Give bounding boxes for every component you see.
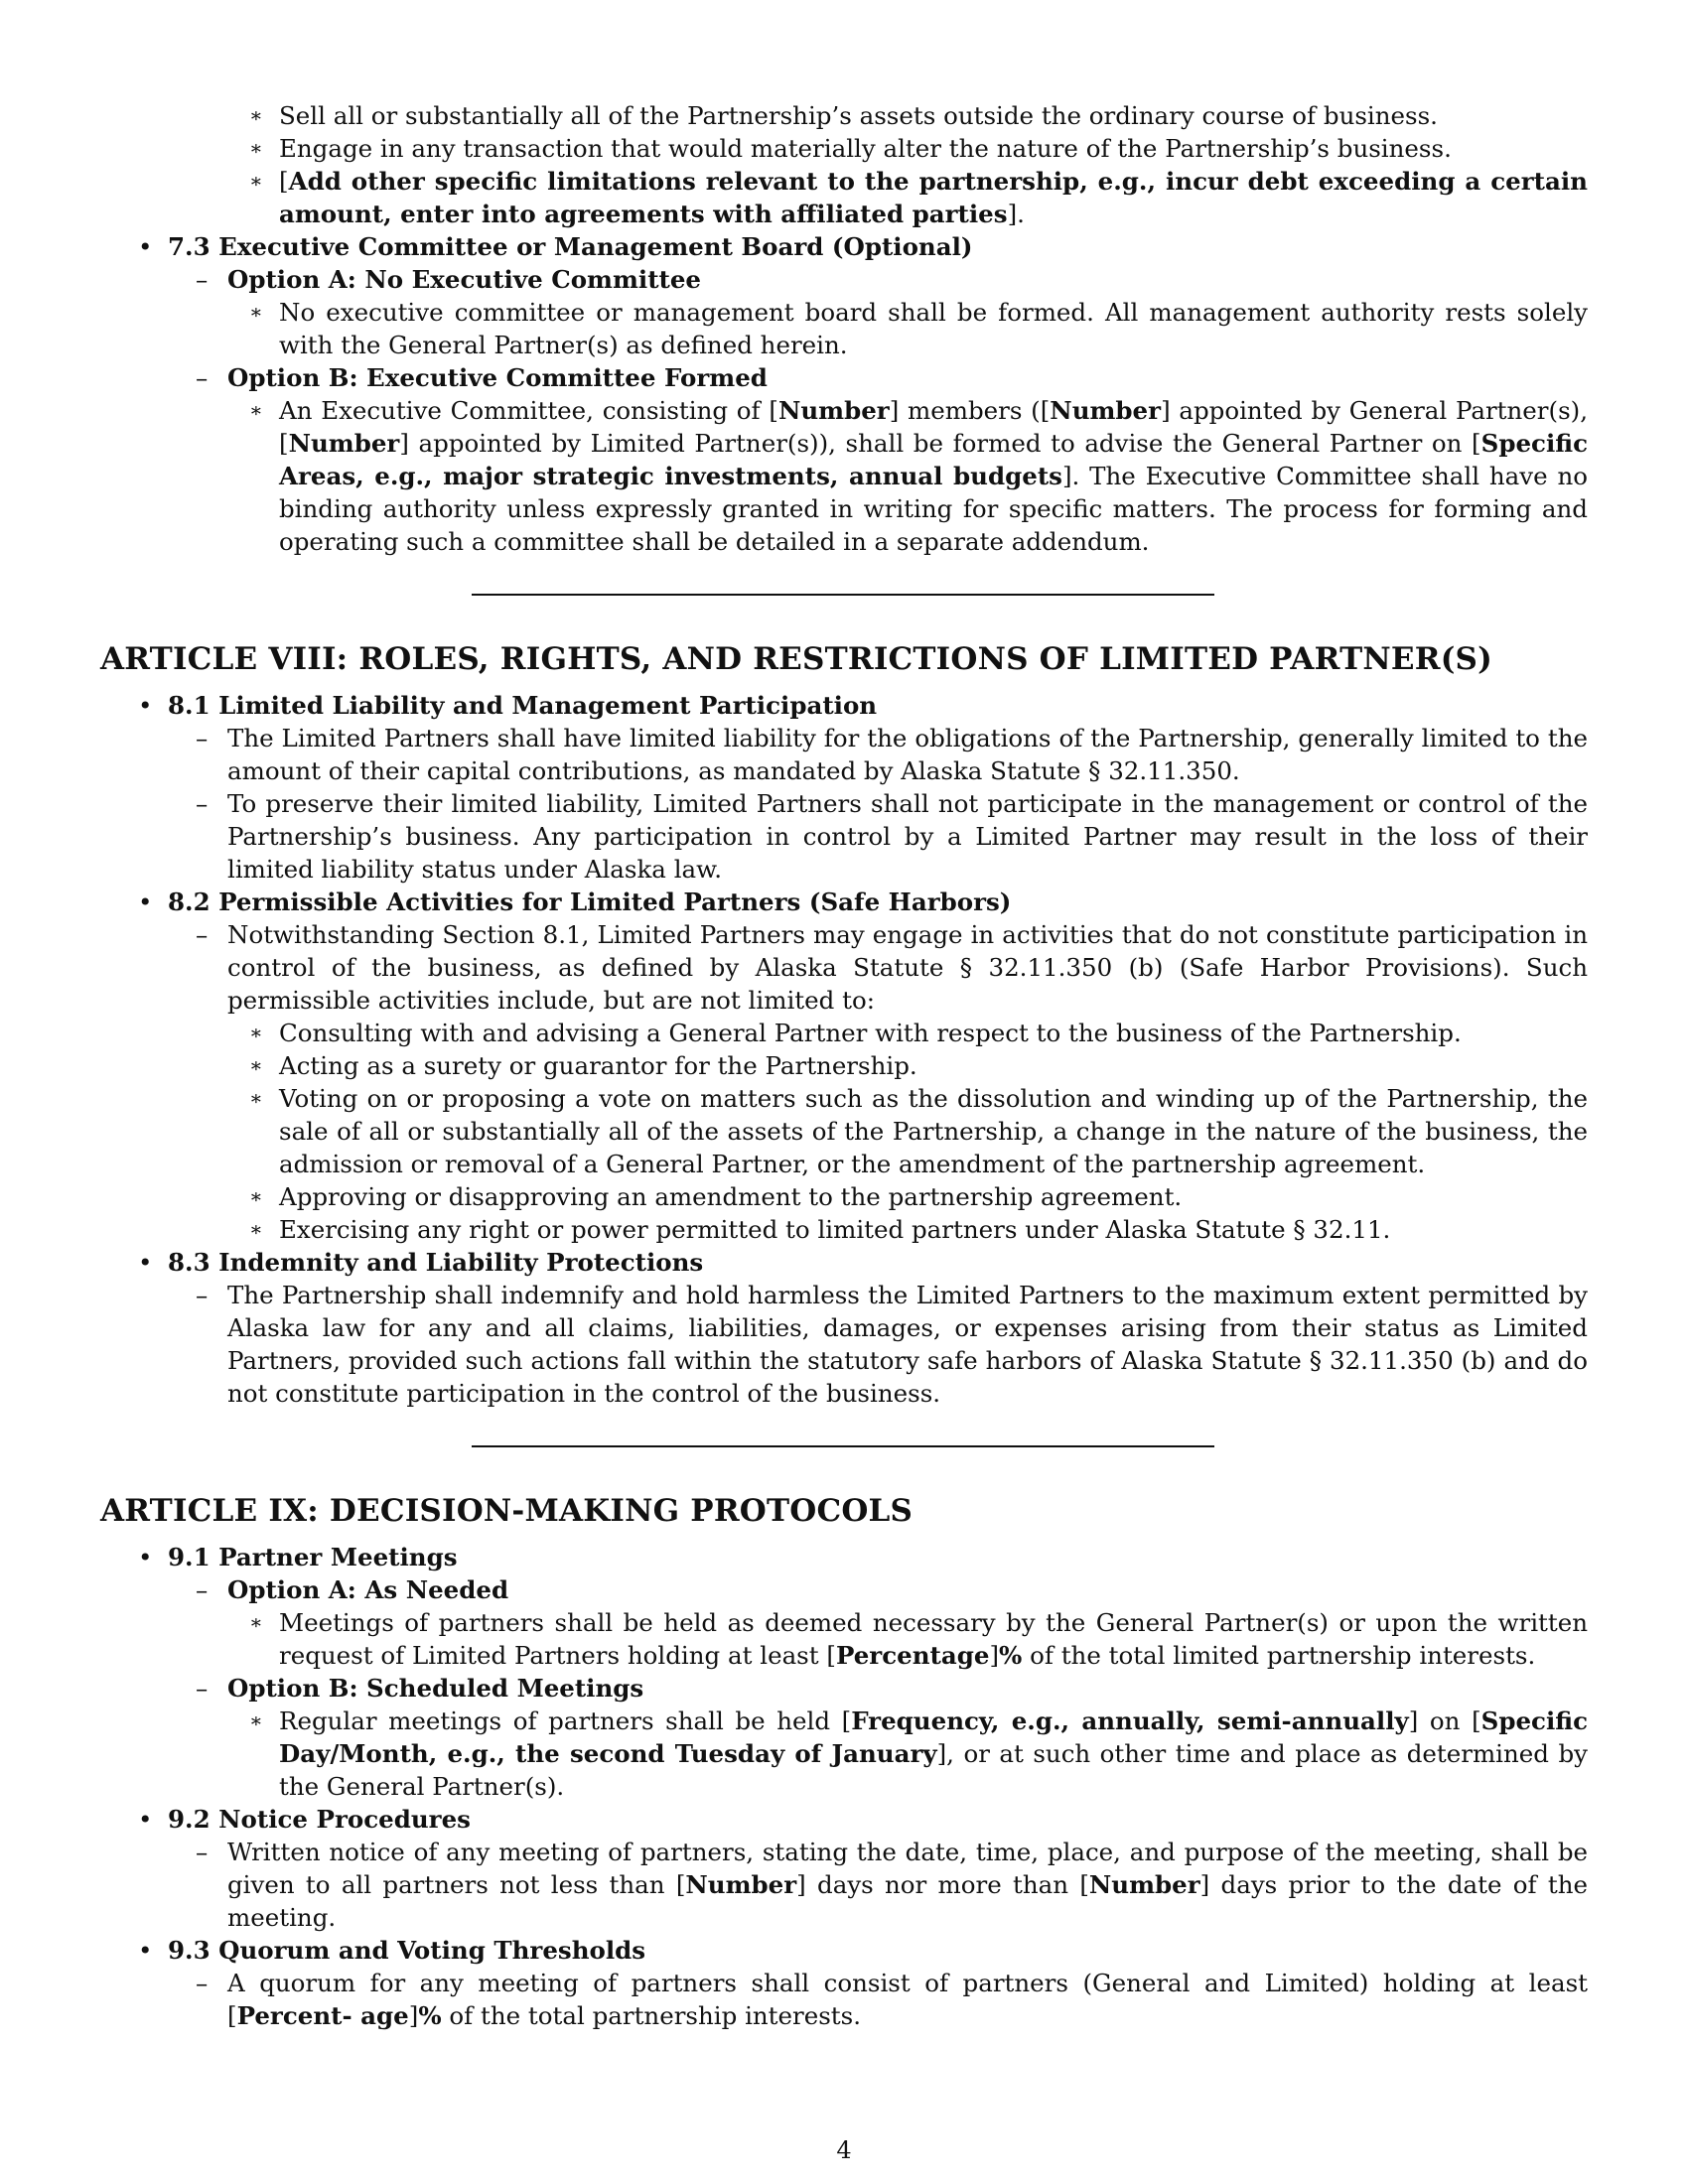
asterisk-bullet-icon: ∗ bbox=[249, 1086, 263, 1110]
section-8-1: • 8.1 Limited Liability and Management Participation bbox=[138, 691, 878, 720]
article-heading: ARTICLE VIII: ROLES, RIGHTS, AND RESTRICTIONS OF LIMITED PARTNER(S) bbox=[100, 641, 1493, 677]
bullet-icon: • bbox=[138, 887, 153, 916]
list-item: – The Partnership shall indemnify and hold harmless the Limited Partners to the maximum extent permitted by Alaska law for any and all claims, liabilities, damages, or expenses arising from their status as Limited Partners, provided such actions fall within the statutory safe harbors of Alaska Statute § 32.11.350 (b) and do not constitute participation in the control of the business. bbox=[196, 1281, 1588, 1408]
section-title: 7.3 Executive Committee or Management Board (Optional) bbox=[168, 232, 973, 261]
section-9-2: • 9.2 Notice Procedures bbox=[138, 1805, 471, 1834]
list-item: ∗ Sell all or substantially all of the Partnership’s assets outside the ordinary course of business. bbox=[249, 101, 1438, 130]
list-item: ∗ Engage in any transaction that would materially alter the nature of the Partnership’s business. bbox=[249, 134, 1452, 163]
section-8-2: • 8.2 Permissible Activities for Limited Partners (Safe Harbors) bbox=[138, 887, 1012, 916]
list-item: ∗ Exercising any right or power permitted to limited partners under Alaska Statute § 32.11. bbox=[249, 1215, 1391, 1244]
dash-bullet-icon: – bbox=[196, 1838, 209, 1866]
page-number: 4 bbox=[836, 2136, 852, 2164]
section-8-3: • 8.3 Indemnity and Liability Protections bbox=[138, 1248, 704, 1277]
dash-bullet-icon: – bbox=[196, 724, 209, 752]
list-item: ∗ No executive committee or management board shall be formed. All management authority rests solely with the General Partner(s) as defined herein. bbox=[249, 298, 1588, 359]
list-item: ∗ Approving or disapproving an amendment to the partnership agreement. bbox=[249, 1182, 1183, 1211]
section-9-1: • 9.1 Partner Meetings bbox=[138, 1543, 458, 1571]
bullet-icon: • bbox=[138, 232, 153, 261]
dash-bullet-icon: – bbox=[196, 265, 209, 294]
asterisk-bullet-icon: ∗ bbox=[249, 136, 263, 160]
bullet-icon: • bbox=[138, 1543, 153, 1571]
article-heading: ARTICLE IX: DECISION-MAKING PROTOCOLS bbox=[100, 1493, 914, 1529]
list-item: – Notwithstanding Section 8.1, Limited Partners may engage in activities that do not constitute participation in control of the business, as defined by Alaska Statute § 32.11.350 (b) (Safe Harbor Provisions). Such permissible activities include, but are not limited to: bbox=[196, 920, 1588, 1015]
asterisk-bullet-icon: ∗ bbox=[249, 398, 263, 422]
section-9-3: • 9.3 Quorum and Voting Thresholds bbox=[138, 1936, 646, 1965]
page-content bbox=[100, 99, 1588, 2032]
dash-bullet-icon: – bbox=[196, 789, 209, 818]
list-item: – Written notice of any meeting of partners, stating the date, time, place, and purpose of the meeting, shall be given to all partners not less than [Number] days nor more than [Number] days prior to the date of the meeting. bbox=[196, 1838, 1588, 1932]
list-item: ∗ An Executive Committee, consisting of [Number] members ([Number] appointed by General Partner(s), [Number] appointed by Limited Partner(s)), shall be formed to advise the General Partner on [Specific Areas, e.g., major strategic investments, annual budgets]. The Executive Committee shall have no binding authority unless expressly granted in writing for specific matters. The process for forming and operating such a committee shall be detailed in a separate addendum. bbox=[249, 396, 1588, 556]
list-item: – The Limited Partners shall have limited liability for the obligations of the Partnership, generally limited to the amount of their capital contributions, as mandated by Alaska Statute § 32.11.350. bbox=[196, 724, 1588, 785]
list-item: – To preserve their limited liability, Limited Partners shall not participate in the management or control of the Partnership’s business. Any participation in control by a Limited Partner may result in the loss of their limited liability status under Alaska law. bbox=[196, 789, 1588, 884]
dash-bullet-icon: – bbox=[196, 363, 209, 392]
dash-bullet-icon: – bbox=[196, 1969, 209, 1997]
option-heading: – Option A: No Executive Committee bbox=[196, 265, 702, 294]
dash-bullet-icon: – bbox=[196, 1575, 209, 1604]
bullet-icon: • bbox=[138, 1248, 153, 1277]
asterisk-bullet-icon: ∗ bbox=[249, 1708, 263, 1732]
list-item: – A quorum for any meeting of partners shall consist of partners (General and Limited) holding at least [Percent- age]% of the total partnership interests. bbox=[196, 1969, 1588, 2030]
asterisk-bullet-icon: ∗ bbox=[249, 169, 263, 193]
option-heading: – Option A: As Needed bbox=[196, 1575, 509, 1604]
bullet-icon: • bbox=[138, 691, 153, 720]
bullet-icon: • bbox=[138, 1805, 153, 1834]
bullet-icon: • bbox=[138, 1936, 153, 1965]
horizontal-divider bbox=[472, 1445, 1214, 1447]
list-item: ∗ [Add other specific limitations relevant to the partnership, e.g., incur debt exceeding a certain amount, enter into agreements with affiliated parties]. bbox=[249, 167, 1588, 228]
dash-bullet-icon: – bbox=[196, 920, 209, 949]
horizontal-divider bbox=[472, 594, 1214, 596]
option-heading: – Option B: Executive Committee Formed bbox=[196, 363, 768, 392]
list-item: ∗ Voting on or proposing a vote on matters such as the dissolution and winding up of the Partnership, the sale of all or substantially all of the assets of the Partnership, a change in the nature of the business, the admission or removal of a General Partner, or the amendment of the partnership agreement. bbox=[249, 1084, 1588, 1178]
asterisk-bullet-icon: ∗ bbox=[249, 1610, 263, 1634]
option-heading: – Option B: Scheduled Meetings bbox=[196, 1674, 644, 1703]
asterisk-bullet-icon: ∗ bbox=[249, 1184, 263, 1208]
list-item: ∗ Acting as a surety or guarantor for the Partnership. bbox=[249, 1051, 917, 1080]
asterisk-bullet-icon: ∗ bbox=[249, 103, 263, 127]
placeholder-text: Add other specific limitations relevant to the partnership, e.g., incur debt exceeding a certain amount, enter into agreements with affiliated parties bbox=[279, 167, 1588, 228]
dash-bullet-icon: – bbox=[196, 1674, 209, 1703]
list-item: ∗ Consulting with and advising a General Partner with respect to the business of the Partnership. bbox=[249, 1019, 1462, 1047]
asterisk-bullet-icon: ∗ bbox=[249, 1021, 263, 1044]
asterisk-bullet-icon: ∗ bbox=[249, 1217, 263, 1241]
list-item: ∗ Regular meetings of partners shall be held [Frequency, e.g., annually, semi-annually] on [Specific Day/Month, e.g., the second Tuesday of January], or at such other time and place as determined by the General Partner(s). bbox=[249, 1706, 1589, 1801]
asterisk-bullet-icon: ∗ bbox=[249, 300, 263, 324]
list-item: ∗ Meetings of partners shall be held as deemed necessary by the General Partner(s) or upon the written request of Limited Partners holding at least [Percentage]% of the total limited partnership interests. bbox=[249, 1608, 1588, 1670]
asterisk-bullet-icon: ∗ bbox=[249, 1053, 263, 1077]
dash-bullet-icon: – bbox=[196, 1281, 209, 1309]
section-7-3 bbox=[100, 230, 1588, 263]
